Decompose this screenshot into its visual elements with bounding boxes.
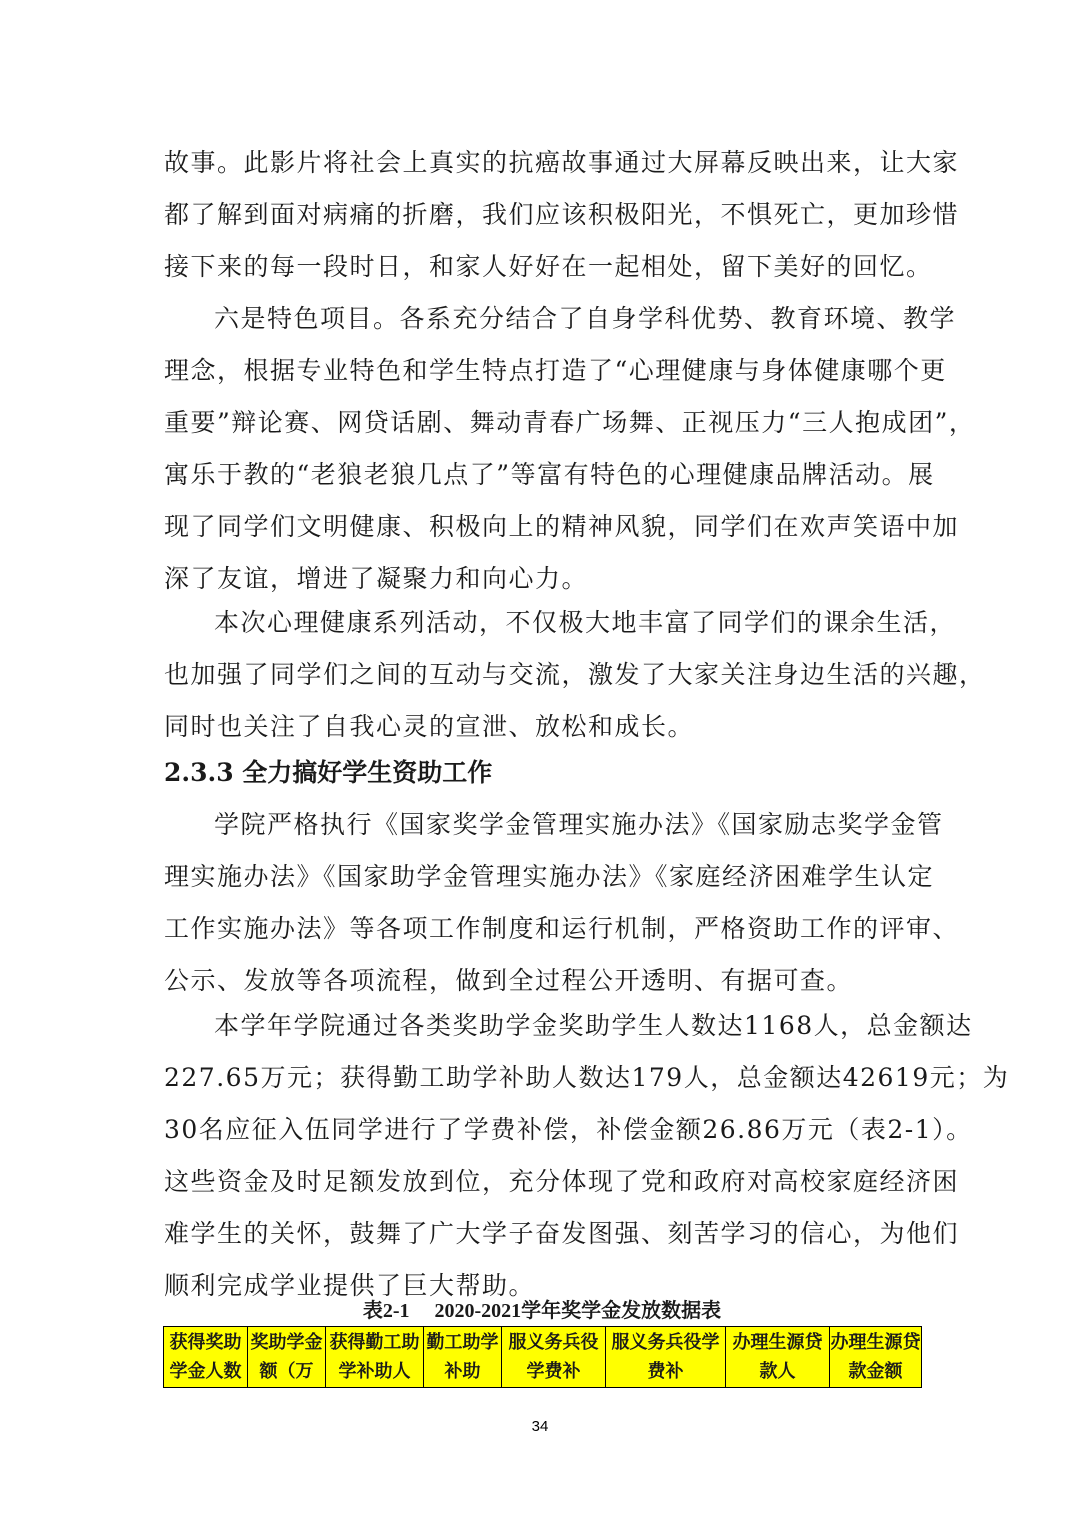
text-line: 理实施办法》《国家助学金管理实施办法》《家庭经济困难学生认定 [164, 862, 935, 891]
header-cell-work-study-amount: 勤工助学补助 [424, 1327, 502, 1388]
header-cell-loan-amount: 办理生源贷款金额 [830, 1327, 922, 1388]
text-line: 本学年学院通过各类奖助学金奖助学生人数达1168人，总金额达 [214, 1011, 973, 1040]
text-line: 30名应征入伍同学进行了学费补偿，补偿金额26.86万元（表2-1）。 [164, 1115, 973, 1144]
text-line: 故事。此影片将社会上真实的抗癌故事通过大屏幕反映出来，让大家 [164, 148, 960, 177]
text-line: 理念，根据专业特色和学生特点打造了“心理健康与身体健康哪个更 [164, 356, 947, 385]
text-line: 顺利完成学业提供了巨大帮助。 [164, 1271, 536, 1300]
text-line: 学院严格执行《国家奖学金管理实施办法》《国家励志奖学金管 [214, 810, 944, 839]
header-cell-military-tuition-2: 服义务兵役学费补 [606, 1327, 726, 1388]
header-cell-work-study-recipients: 获得勤工助学补助人 [326, 1327, 424, 1388]
page-number: 34 [531, 1418, 549, 1435]
text-line: 深了友谊，增进了凝聚力和向心力。 [164, 564, 589, 593]
header-cell-loan-recipients: 办理生源贷款人 [726, 1327, 830, 1388]
paragraph-featured-projects [164, 293, 976, 605]
text-line: 都了解到面对病痛的折磨，我们应该积极阳光，不惧死亡，更加珍惜 [164, 200, 960, 229]
text-line: 难学生的关怀，鼓舞了广大学子奋发图强、刻苦学习的信心，为他们 [164, 1219, 960, 1248]
table-header-row [164, 1327, 922, 1388]
text-line: 227.65万元；获得勤工助学补助人数达179人，总金额达42619元；为 [164, 1063, 1010, 1092]
text-line: 重要”辩论赛、网贷话剧、舞动青春广场舞、正视压力“三人抱成团”， [164, 408, 976, 437]
text-line: 六是特色项目。各系充分结合了自身学科优势、教育环境、教学 [214, 304, 957, 333]
paragraph-funding-stats [164, 1000, 1010, 1312]
header-cell-amount: 奖助学金额（万 [248, 1327, 326, 1388]
header-cell-military-tuition-1: 服义务兵役学费补 [502, 1327, 606, 1388]
text-line: 同时也关注了自我心灵的宣泄、放松和成长。 [164, 712, 695, 741]
paragraph-activity-summary [164, 597, 986, 753]
text-line: 寓乐于教的“老狼老狼几点了”等富有特色的心理健康品牌活动。展 [164, 460, 935, 489]
paragraph-film-story [164, 137, 960, 293]
text-line: 也加强了同学们之间的互动与交流，激发了大家关注身边生活的兴趣， [164, 660, 986, 689]
text-line: 接下来的每一段时日，和家人好好在一起相处，留下美好的回忆。 [164, 252, 933, 281]
text-line: 工作实施办法》等各项工作制度和运行机制，严格资助工作的评审、 [164, 914, 960, 943]
text-line: 本次心理健康系列活动，不仅极大地丰富了同学们的课余生活， [214, 608, 957, 637]
table-caption: 表2-1 2020-2021学年奖学金发放数据表 [362, 1300, 722, 1322]
text-line: 这些资金及时足额发放到位，充分体现了党和政府对高校家庭经济困 [164, 1167, 960, 1196]
paragraph-funding-policy [164, 799, 960, 1007]
header-cell-recipients: 获得奖助学金人数 [164, 1327, 248, 1388]
section-heading: 2.3.3 全力搞好学生资助工作 [164, 758, 493, 787]
text-line: 公示、发放等各项流程，做到全过程公开透明、有据可查。 [164, 966, 854, 995]
text-line: 现了同学们文明健康、积极向上的精神风貌，同学们在欢声笑语中加 [164, 512, 960, 541]
scholarship-data-table [163, 1326, 922, 1388]
